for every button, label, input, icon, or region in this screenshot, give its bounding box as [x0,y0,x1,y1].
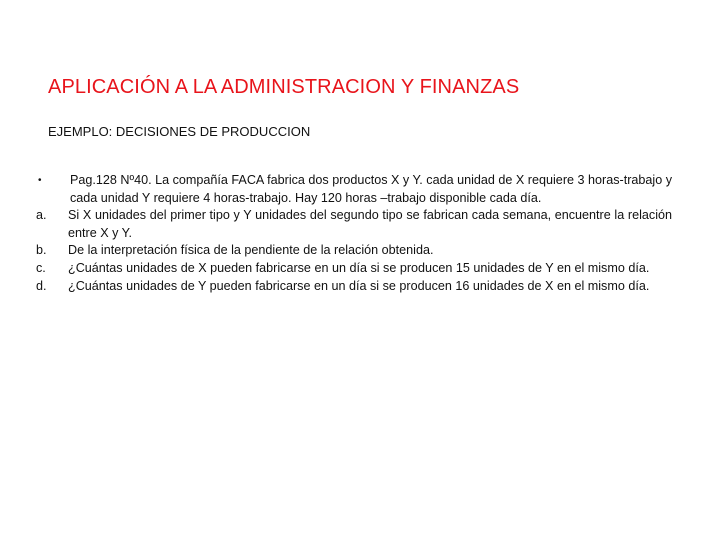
question-d: ¿Cuántas unidades de Y pueden fabricarse en un día si se producen 16 unidades de X en el mismo día. [68,278,650,293]
list-item [36,242,672,260]
question-c: ¿Cuántas unidades de X pueden fabricarse en un día si se producen 15 unidades de Y en el mismo día. [68,260,650,275]
question-b: De la interpretación física de la pendiente de la relación obtenida. [68,243,434,258]
bullet-marker: • [38,175,42,186]
list-item [36,207,672,242]
slide-subtitle: EJEMPLO: DECISIONES DE PRODUCCION [48,124,311,139]
item-marker-a: a. [36,208,47,223]
list-item [36,172,672,207]
item-marker-d: d. [36,278,47,293]
list-item [36,278,672,296]
question-a: Si X unidades del primer tipo y Y unidades del segundo tipo se fabrican cada semana, encuentre la relación entre X y Y. [68,208,672,240]
item-marker-c: c. [36,260,46,275]
item-marker-b: b. [36,243,47,258]
problem-list [36,172,672,295]
slide-title: APLICACIÓN A LA ADMINISTRACION Y FINANZAS [48,76,520,98]
problem-statement: Pag.128 Nº40. La compañía FACA fabrica dos productos X y Y. cada unidad de X requiere 3 horas-trabajo y cada unidad Y requiere 4 horas-trabajo. Hay 120 horas –trabajo disponible cada día. [70,173,673,205]
list-item [36,260,672,278]
